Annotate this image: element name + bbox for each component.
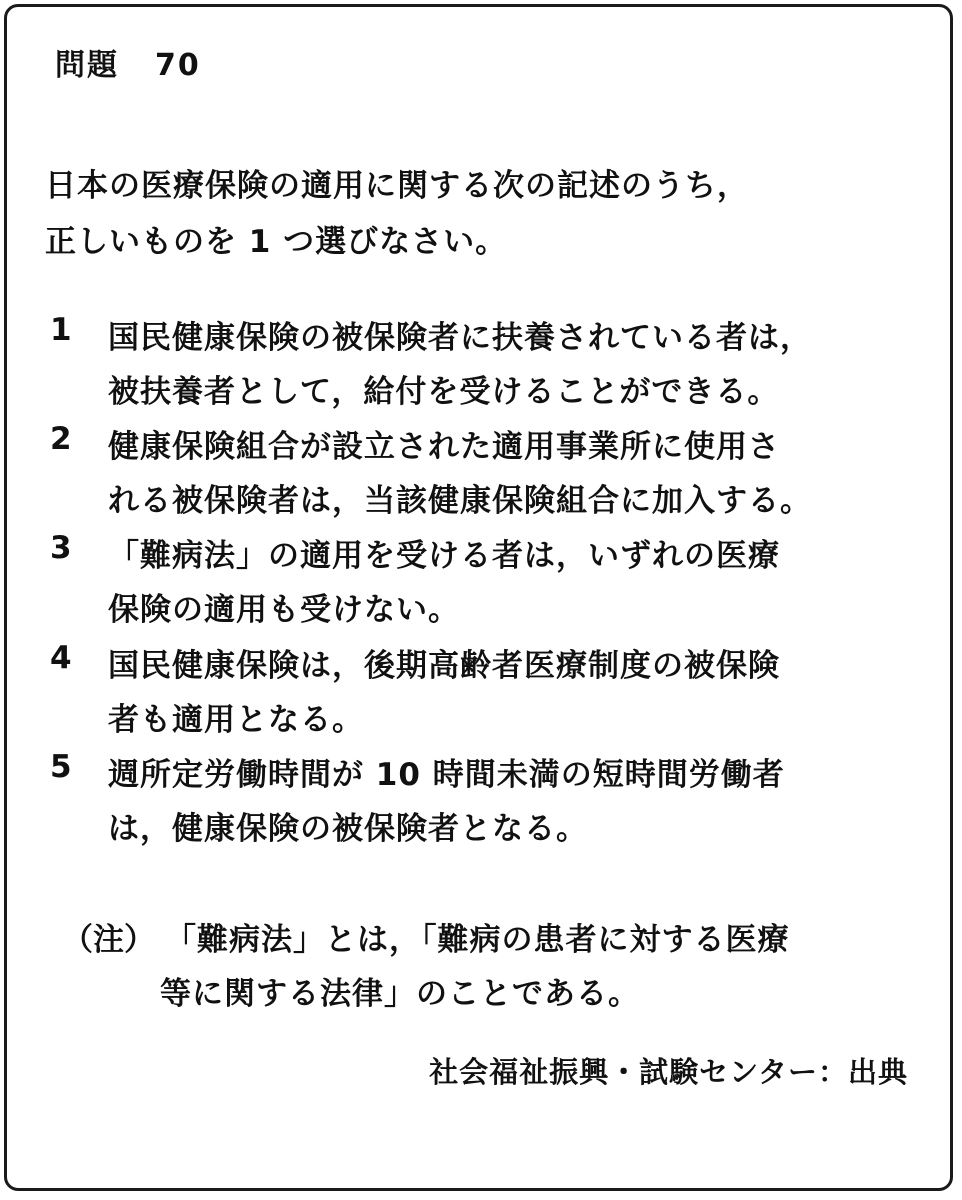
option-5-number: 5 [50,749,72,785]
option-2-line-1: 健康保険組合が設立された適用事業所に使用さ [108,429,780,465]
note-line-1: 「難病法」とは，「難病の患者に対する医療 [165,922,790,958]
question-text-line-1: 日本の医療保険の適用に関する次の記述のうち， [45,168,749,204]
option-1-line-1: 国民健康保険の被保険者に扶養されている者は， [108,320,812,356]
note-label: （注） [62,922,155,958]
option-5-line-1: 週所定労働時間が 10 時間未満の短時間労働者 [108,757,785,793]
question-title [55,40,201,84]
option-4-line-2: 者も適用となる。 [108,702,364,738]
source-credit: 社会福祉振興・試験センター：出典 [429,1055,908,1089]
option-3-line-1: 「難病法」の適用を受ける者は，いずれの医療 [108,538,780,574]
option-1-line-2: 被扶養者として，給付を受けることができる。 [108,374,780,410]
option-3-line-2: 保険の適用も受けない。 [108,592,460,628]
question-text-line-2: 正しいものを 1 つ選びなさい。 [45,224,508,260]
option-3-number: 3 [50,530,72,566]
title-label: 問題 [55,48,119,83]
option-2-number: 2 [50,421,72,457]
option-5-line-2: は，健康保険の被保険者となる。 [108,811,588,847]
title-number: 70 [155,48,201,83]
option-4-number: 4 [50,640,72,676]
option-2-line-2: れる被保険者は，当該健康保険組合に加入する。 [108,483,812,519]
note-line-2: 等に関する法律」のことである。 [160,976,640,1012]
option-1-number: 1 [50,312,72,348]
option-4-line-1: 国民健康保険は，後期高齢者医療制度の被保険 [108,648,780,684]
